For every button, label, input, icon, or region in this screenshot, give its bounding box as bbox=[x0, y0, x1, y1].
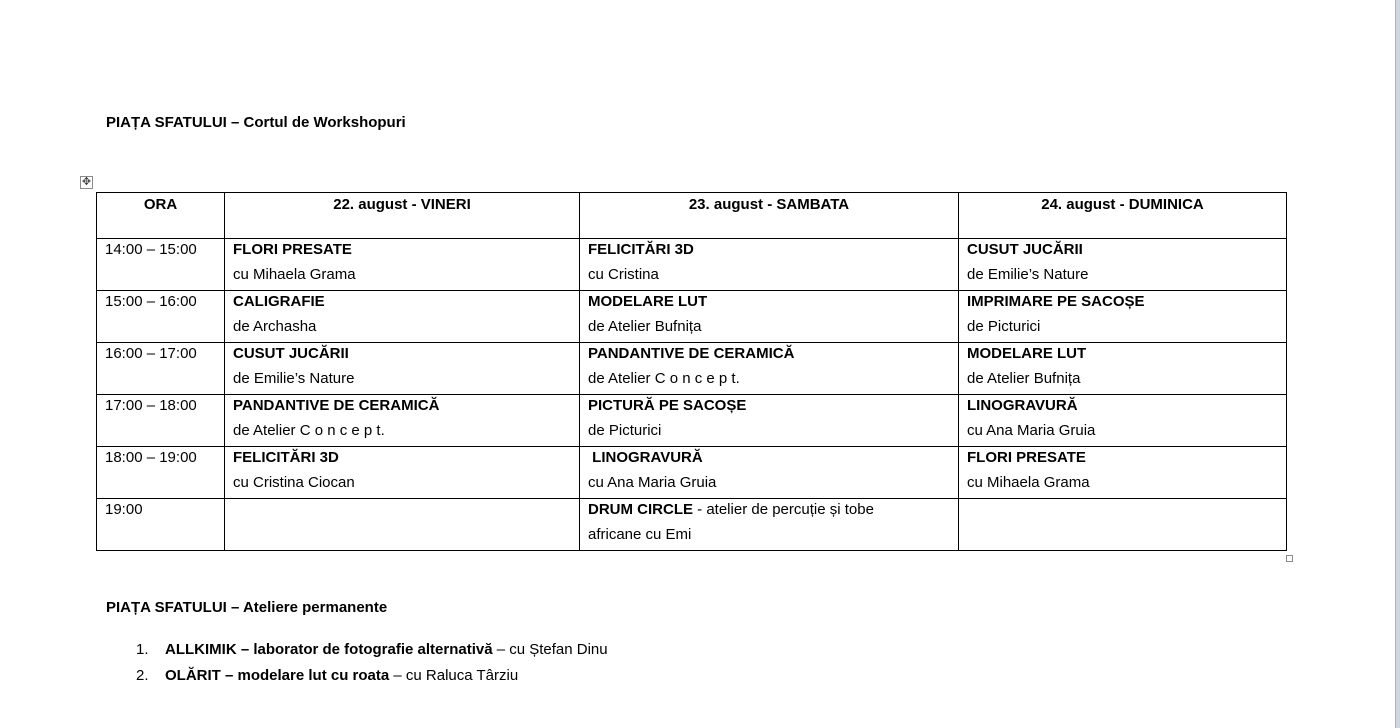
time-slot bbox=[97, 291, 225, 343]
workshop-title: PANDANTIVE DE CERAMICĂ bbox=[588, 345, 795, 362]
time-slot-label: 16:00 – 17:00 bbox=[105, 345, 197, 362]
workshop-host: de Picturici bbox=[967, 318, 1041, 335]
list-item-title: OLĂRIT – modelare lut cu roata bbox=[165, 667, 390, 684]
workshop-title: MODELARE LUT bbox=[967, 345, 1087, 362]
workshop-description: - atelier de percuție și tobe bbox=[693, 501, 874, 518]
workshop-host: cu Mihaela Grama bbox=[967, 474, 1090, 491]
header-friday: 22. august - VINERI bbox=[225, 193, 580, 239]
list-number: 1. bbox=[136, 641, 149, 658]
workshop-title: FELICITĂRI 3D bbox=[233, 449, 339, 466]
workshop-cell bbox=[580, 239, 959, 291]
time-slot bbox=[97, 499, 225, 551]
time-slot-label: 18:00 – 19:00 bbox=[105, 449, 197, 466]
workshop-tent-heading: PIAȚA SFATULUI – Cortul de Workshopuri bbox=[106, 114, 406, 131]
workshop-cell bbox=[959, 239, 1287, 291]
workshop-host: de Atelier Bufnița bbox=[588, 318, 702, 335]
workshop-host: de Atelier C o n c e p t. bbox=[233, 422, 385, 439]
workshop-title: PICTURĂ PE SACOȘE bbox=[588, 397, 747, 414]
workshop-title-line bbox=[588, 499, 950, 526]
workshop-host: de Atelier C o n c e p t. bbox=[588, 370, 740, 387]
workshop-cell bbox=[225, 343, 580, 395]
workshop-cell bbox=[959, 291, 1287, 343]
workshop-host: africane cu Emi bbox=[588, 526, 692, 543]
workshop-schedule-table bbox=[96, 192, 1287, 551]
time-slot bbox=[97, 447, 225, 499]
permanent-workshops-list bbox=[136, 640, 608, 692]
table-header-row bbox=[97, 193, 1287, 239]
workshop-host: cu Cristina bbox=[588, 266, 659, 283]
workshop-host: de Picturici bbox=[588, 422, 662, 439]
workshop-cell bbox=[580, 343, 959, 395]
table-row bbox=[97, 395, 1287, 447]
workshop-cell bbox=[580, 291, 959, 343]
workshop-title: LINOGRAVURĂ bbox=[967, 397, 1078, 414]
workshop-host: cu Cristina Ciocan bbox=[233, 474, 355, 491]
table-row bbox=[97, 447, 1287, 499]
workshop-title: MODELARE LUT bbox=[588, 293, 708, 310]
workshop-title: PANDANTIVE DE CERAMICĂ bbox=[233, 397, 440, 414]
workshop-title: FLORI PRESATE bbox=[233, 241, 352, 258]
list-item-host: – cu Raluca Târziu bbox=[389, 667, 519, 684]
workshop-host: de Archasha bbox=[233, 318, 317, 335]
time-slot bbox=[97, 343, 225, 395]
table-row bbox=[97, 343, 1287, 395]
workshop-cell bbox=[959, 343, 1287, 395]
vertical-scrollbar[interactable] bbox=[1395, 0, 1400, 728]
table-row bbox=[97, 499, 1287, 551]
list-item-title: ALLKIMIK – laborator de fotografie alternativă bbox=[165, 641, 493, 658]
table-resize-handle[interactable] bbox=[1286, 555, 1293, 562]
workshop-title: FELICITĂRI 3D bbox=[588, 241, 694, 258]
list-item bbox=[136, 640, 608, 666]
table-row bbox=[97, 291, 1287, 343]
workshop-cell bbox=[225, 395, 580, 447]
header-saturday: 23. august - SAMBATA bbox=[580, 193, 959, 239]
workshop-cell bbox=[580, 499, 959, 551]
header-sunday: 24. august - DUMINICA bbox=[959, 193, 1287, 239]
workshop-cell bbox=[225, 239, 580, 291]
permanent-workshops-heading: PIAȚA SFATULUI – Ateliere permanente bbox=[106, 599, 388, 616]
workshop-cell-empty bbox=[225, 499, 580, 551]
header-time: ORA bbox=[97, 193, 225, 239]
workshop-title: IMPRIMARE PE SACOȘE bbox=[967, 293, 1145, 310]
list-item bbox=[136, 666, 608, 692]
workshop-host: cu Ana Maria Gruia bbox=[967, 422, 1096, 439]
workshop-cell bbox=[580, 447, 959, 499]
time-slot-label: 19:00 bbox=[105, 501, 143, 518]
workshop-host: de Emilie’s Nature bbox=[967, 266, 1089, 283]
time-slot bbox=[97, 395, 225, 447]
time-slot-label: 17:00 – 18:00 bbox=[105, 397, 197, 414]
time-slot-label: 14:00 – 15:00 bbox=[105, 241, 197, 258]
workshop-title: DRUM CIRCLE bbox=[588, 501, 693, 518]
workshop-host: cu Ana Maria Gruia bbox=[588, 474, 717, 491]
table-row bbox=[97, 239, 1287, 291]
time-slot-label: 15:00 – 16:00 bbox=[105, 293, 197, 310]
workshop-title: LINOGRAVURĂ bbox=[588, 449, 703, 466]
workshop-title: FLORI PRESATE bbox=[967, 449, 1086, 466]
workshop-title: CUSUT JUCĂRII bbox=[233, 345, 349, 362]
workshop-title: CALIGRAFIE bbox=[233, 293, 325, 310]
workshop-cell bbox=[959, 395, 1287, 447]
table-move-handle-icon[interactable]: ✥ bbox=[81, 176, 92, 188]
workshop-host: de Atelier Bufnița bbox=[967, 370, 1081, 387]
workshop-host: cu Mihaela Grama bbox=[233, 266, 356, 283]
time-slot bbox=[97, 239, 225, 291]
list-item-host: – cu Ștefan Dinu bbox=[492, 641, 608, 658]
list-number: 2. bbox=[136, 667, 149, 684]
workshop-cell bbox=[225, 447, 580, 499]
workshop-host: de Emilie’s Nature bbox=[233, 370, 355, 387]
workshop-cell bbox=[225, 291, 580, 343]
workshop-title: CUSUT JUCĂRII bbox=[967, 241, 1083, 258]
workshop-cell-empty bbox=[959, 499, 1287, 551]
workshop-cell bbox=[580, 395, 959, 447]
workshop-cell bbox=[959, 447, 1287, 499]
